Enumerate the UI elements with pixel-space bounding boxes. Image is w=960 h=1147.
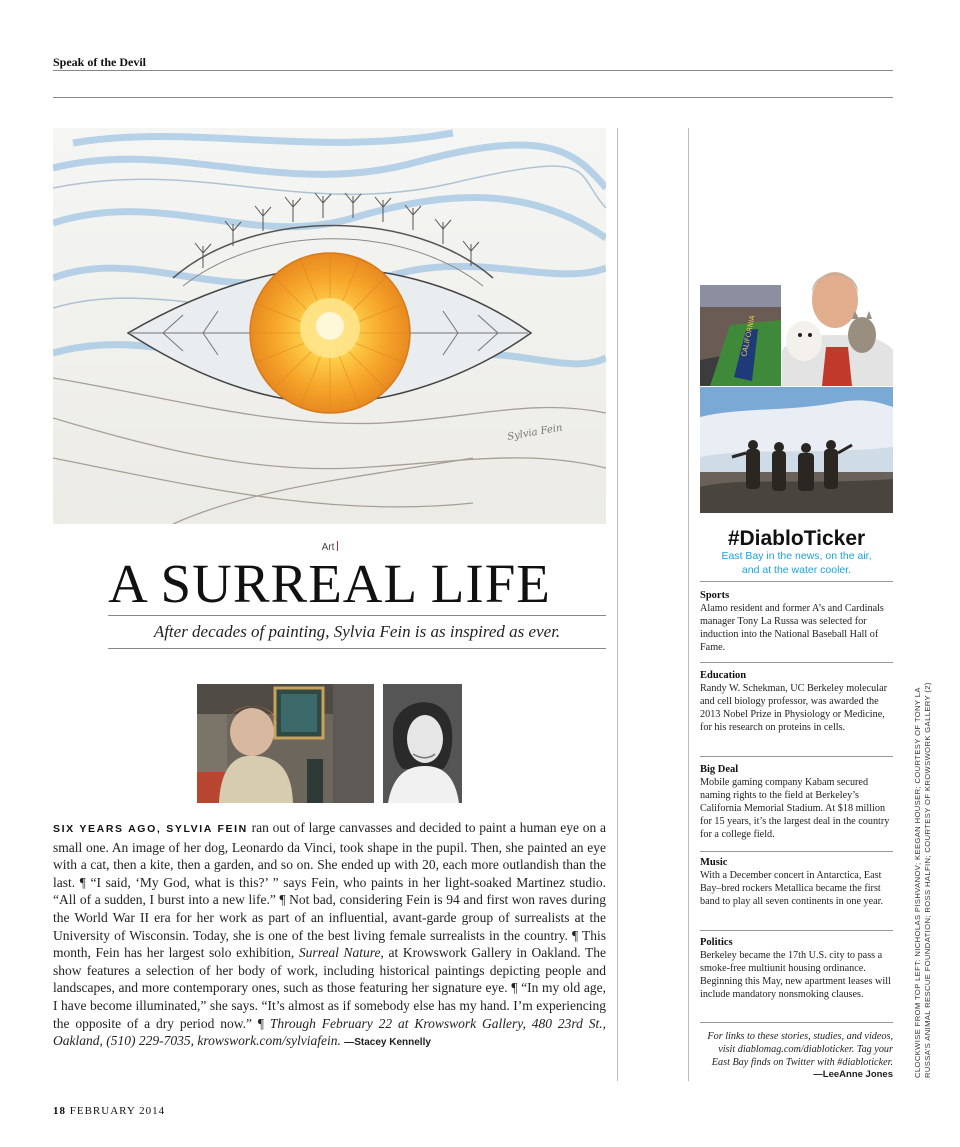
stadium-photo [700, 285, 781, 386]
ticker-item-education: Education Randy W. Schekman, UC Berkeley molecular and cell biology professor, was awarded the 2013 Nobel Prize in Physiology or Medicine, for his research on proteins in cells. [700, 670, 888, 733]
article-body-part-1: ran out of large canvasses and decided to paint a human eye on a small one. An image of her dog, Leonardo da Vinci, took shape in the pupil. Then, she painted an eye with a cat, then a kite, then a garden, and so on. She ended up with 20, each more outlandish than the last. ¶ “I said, ‘My God, what is this?’ ” says Fein, who paints in her light-soaked Martinez studio. “All of a sudden, I burst into a new life.” ¶ Not bad, considering Fein is 94 and first won raves during the World War II era for her work as part of an influential, avant-garde group of surrealists at the University of Wisconsin. Today, she is one of the best living female surrealists in the country. ¶ This month, Fein has her largest solo exhibition, [53, 820, 607, 961]
sidebar-rule [700, 662, 893, 663]
ticker-title: #DiabloTicker [727, 527, 866, 550]
exhibit-title: Surreal Nature [298, 945, 381, 961]
article-body [53, 819, 606, 1052]
article-dek: After decades of painting, Sylvia Fein is as inspired as ever. [108, 615, 606, 649]
sidebar-rule [700, 581, 893, 582]
header-rule [53, 70, 893, 71]
ticker-item-big-deal: Big Deal Mobile gaming company Kabam secured naming rights to the field at Berkeley’s California Memorial Stadium. At $18 million for 15 years, it’s the largest deal in the country for a college field. [700, 764, 890, 840]
sidebar-rule [700, 930, 893, 931]
article-headline: A SURREAL LIFE [108, 553, 551, 614]
header-rule-lower [53, 97, 893, 98]
sidebar-rule [700, 1022, 893, 1023]
artist-portrait-photo [383, 684, 462, 803]
column-divider [688, 128, 689, 1081]
page-folio: 18 FEBRUARY 2014 [53, 1105, 166, 1117]
svg-text:CALIFORNIA: CALIFORNIA [740, 314, 757, 358]
column-divider [617, 128, 618, 1081]
sidebar-rule [700, 756, 893, 757]
ticker-item-music: Music With a December concert in Antarctica, East Bay–bred rockers Metallica became the first band to play all seven continents in one year. [700, 857, 884, 907]
eye-painting [53, 128, 606, 524]
ticker-footer: For links to these stories, studies, and videos, visit diablomag.com/diabloticker. Tag your East Bay finds on Twitter with #diabloticker. —LeeAnne Jones [707, 1031, 893, 1081]
article-byline: —Stacey Kennelly [344, 1037, 431, 1049]
painting-signature: Sylvia Fein [506, 422, 564, 443]
artist-studio-photo [197, 684, 374, 803]
exhibit-info: Through February 22 at Krowswork Gallery, 480 23rd St., Oakland, (510) 229-7035, krowswork.com/sylviafein. [53, 1015, 606, 1049]
section-title: Speak of the Devil [53, 55, 146, 69]
article-kicker: Art [300, 541, 360, 553]
ticker-item-politics: Politics Berkeley became the 17th U.S. city to pass a smoke-free multiunit housing ordinance. Beginning this May, new apartment leases will include mandatory nonsmoking clauses. [700, 937, 891, 1000]
article-lead-in: SIX YEARS AGO, SYLVIA FEIN [53, 823, 248, 835]
metallica-antarctica-photo [700, 387, 893, 513]
sidebar-rule [700, 851, 893, 852]
article-body-part-2: , at Krowswork Gallery in Oakland. The show features a selection of her body of work, including historical paintings depicting people and landscapes, and more contemporary ones, such as those featuring her signature eye. ¶ “In my old age, I have become illuminated,” she says. “It’s almost as if somebody else has my hand. I’m experiencing the opposite of a dry period now.” ¶ [53, 945, 607, 1031]
photo-credit: CLOCKWISE FROM TOP LEFT: NICHOLAS PISHVANOV; KEEGAN HOUSER; COURTESY OF TONY LA RUSSA’S ANIMAL RESCUE FOUNDATION; ROSS HALFIN; COURTESY OF KROWSWORK GALLERY (2) [913, 682, 932, 1078]
ticker-item-sports: Sports Alamo resident and former A’s and Cardinals manager Tony La Russa was selected for induction into the National Baseball Hall of Fame. [700, 590, 884, 653]
tony-la-russa-photo [782, 255, 893, 386]
ticker-subtitle: East Bay in the news, on the air, and at the water cooler. [721, 550, 872, 576]
